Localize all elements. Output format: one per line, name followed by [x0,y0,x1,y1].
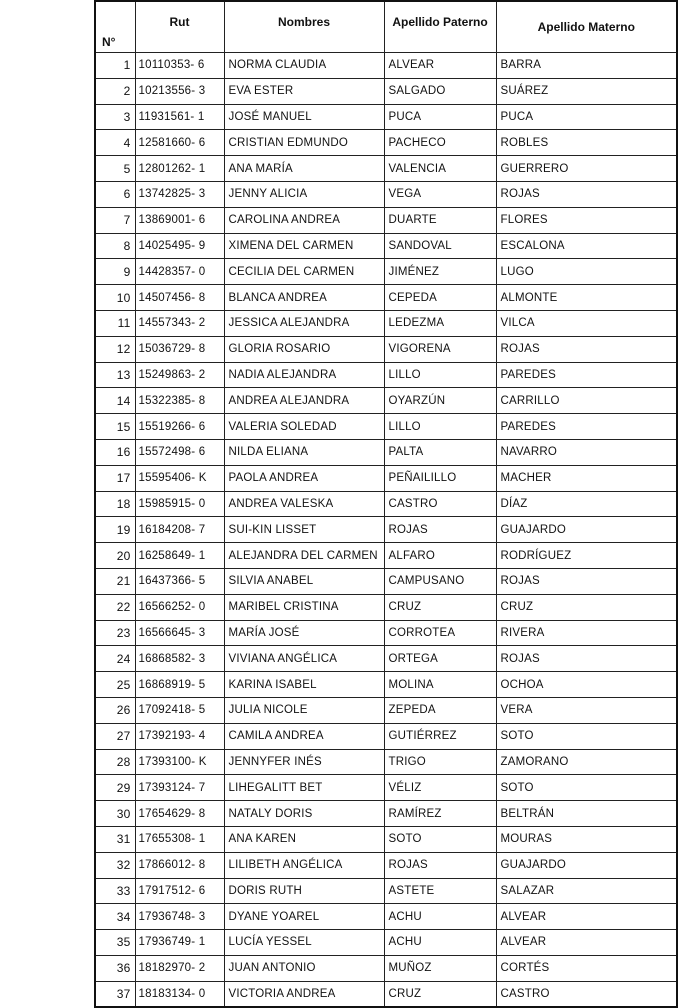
row-apellido-paterno: ROJAS [384,517,496,543]
row-rut: 15036729- 8 [135,336,224,362]
table-row [95,981,677,1007]
row-nombres: NORMA CLAUDIA [224,53,384,79]
row-apellido-materno: GUAJARDO [496,852,677,878]
row-nombres: JOSÉ MANUEL [224,104,384,130]
table-row [95,594,677,620]
row-nombres: CECILIA DEL CARMEN [224,259,384,285]
row-rut: 15572498- 6 [135,439,224,465]
row-rut: 13742825- 3 [135,181,224,207]
row-nombres: CRISTIAN EDMUNDO [224,130,384,156]
row-nombres: MARÍA JOSÉ [224,620,384,646]
registry-table [94,0,678,1008]
table-row [95,207,677,233]
row-rut: 15519266- 6 [135,414,224,440]
table-row [95,439,677,465]
row-number: 15 [95,414,135,440]
row-apellido-materno: RODRÍGUEZ [496,543,677,569]
table-row [95,53,677,79]
header-number: N° [95,1,135,53]
row-rut: 17866012- 8 [135,852,224,878]
row-apellido-materno: SUÁREZ [496,78,677,104]
row-number: 10 [95,285,135,311]
row-apellido-materno: SALAZAR [496,878,677,904]
row-number: 23 [95,620,135,646]
table-row [95,568,677,594]
row-apellido-paterno: CORROTEA [384,620,496,646]
row-apellido-materno: ROJAS [496,336,677,362]
row-nombres: DYANE YOAREL [224,904,384,930]
row-apellido-materno: PAREDES [496,414,677,440]
row-number: 31 [95,826,135,852]
row-rut: 15322385- 8 [135,388,224,414]
row-nombres: ANA KAREN [224,826,384,852]
row-rut: 16868919- 5 [135,672,224,698]
row-apellido-paterno: MUÑOZ [384,955,496,981]
row-nombres: KARINA ISABEL [224,672,384,698]
row-rut: 16868582- 3 [135,646,224,672]
row-apellido-paterno: ACHU [384,930,496,956]
row-apellido-materno: BELTRÁN [496,801,677,827]
row-apellido-materno: ROJAS [496,181,677,207]
row-apellido-paterno: JIMÉNEZ [384,259,496,285]
row-rut: 17936748- 3 [135,904,224,930]
row-nombres: VIVIANA ANGÉLICA [224,646,384,672]
table-row [95,491,677,517]
row-apellido-materno: OCHOA [496,672,677,698]
row-number: 26 [95,697,135,723]
table-row [95,672,677,698]
row-apellido-paterno: ASTETE [384,878,496,904]
row-number: 8 [95,233,135,259]
row-rut: 16184208- 7 [135,517,224,543]
row-number: 24 [95,646,135,672]
row-nombres: MARIBEL CRISTINA [224,594,384,620]
row-rut: 15595406- K [135,465,224,491]
row-nombres: XIMENA DEL CARMEN [224,233,384,259]
row-apellido-paterno: VEGA [384,181,496,207]
row-apellido-paterno: CAMPUSANO [384,568,496,594]
row-number: 33 [95,878,135,904]
row-apellido-paterno: VÉLIZ [384,775,496,801]
row-apellido-materno: ALMONTE [496,285,677,311]
row-number: 35 [95,930,135,956]
row-rut: 17917512- 6 [135,878,224,904]
row-nombres: JENNYFER INÉS [224,749,384,775]
row-apellido-paterno: TRIGO [384,749,496,775]
row-apellido-paterno: SALGADO [384,78,496,104]
row-apellido-paterno: ROJAS [384,852,496,878]
row-apellido-materno: MACHER [496,465,677,491]
row-number: 5 [95,156,135,182]
header-nombres: Nombres [224,1,384,53]
table-row [95,259,677,285]
row-apellido-paterno: ALVEAR [384,53,496,79]
row-apellido-paterno: OYARZÚN [384,388,496,414]
row-rut: 17393124- 7 [135,775,224,801]
table-row [95,749,677,775]
row-nombres: PAOLA ANDREA [224,465,384,491]
row-nombres: CAMILA ANDREA [224,723,384,749]
row-number: 6 [95,181,135,207]
table-row [95,104,677,130]
row-rut: 14557343- 2 [135,310,224,336]
row-nombres: SILVIA ANABEL [224,568,384,594]
row-apellido-materno: GUAJARDO [496,517,677,543]
table-row [95,904,677,930]
table-row [95,362,677,388]
row-number: 30 [95,801,135,827]
row-apellido-materno: LUGO [496,259,677,285]
row-apellido-paterno: CEPEDA [384,285,496,311]
row-nombres: JENNY ALICIA [224,181,384,207]
table-row [95,310,677,336]
row-rut: 16566645- 3 [135,620,224,646]
row-apellido-materno: ROJAS [496,568,677,594]
table-row [95,646,677,672]
row-apellido-materno: SOTO [496,775,677,801]
row-rut: 15249863- 2 [135,362,224,388]
row-rut: 17655308- 1 [135,826,224,852]
row-apellido-materno: GUERRERO [496,156,677,182]
header-apellido-paterno: Apellido Paterno [384,1,496,53]
row-apellido-paterno: CRUZ [384,594,496,620]
row-apellido-paterno: LILLO [384,414,496,440]
row-nombres: BLANCA ANDREA [224,285,384,311]
row-apellido-materno: VERA [496,697,677,723]
row-nombres: CAROLINA ANDREA [224,207,384,233]
row-number: 12 [95,336,135,362]
row-apellido-materno: SOTO [496,723,677,749]
row-rut: 17654629- 8 [135,801,224,827]
table-row [95,233,677,259]
table-row [95,930,677,956]
row-rut: 18182970- 2 [135,955,224,981]
row-apellido-materno: PAREDES [496,362,677,388]
row-apellido-paterno: GUTIÉRREZ [384,723,496,749]
row-apellido-paterno: ORTEGA [384,646,496,672]
row-apellido-paterno: CASTRO [384,491,496,517]
table-row [95,723,677,749]
row-number: 1 [95,53,135,79]
table-header-row [95,1,677,53]
row-nombres: ANDREA ALEJANDRA [224,388,384,414]
row-rut: 17936749- 1 [135,930,224,956]
row-number: 27 [95,723,135,749]
row-number: 13 [95,362,135,388]
row-apellido-paterno: PALTA [384,439,496,465]
row-rut: 18183134- 0 [135,981,224,1007]
row-nombres: LUCÍA YESSEL [224,930,384,956]
row-apellido-paterno: VALENCIA [384,156,496,182]
row-apellido-materno: CARRILLO [496,388,677,414]
table-row [95,285,677,311]
row-rut: 11931561- 1 [135,104,224,130]
row-apellido-materno: RIVERA [496,620,677,646]
row-apellido-materno: CORTÉS [496,955,677,981]
row-apellido-paterno: LEDEZMA [384,310,496,336]
table-row [95,826,677,852]
row-nombres: ANA MARÍA [224,156,384,182]
row-apellido-paterno: ACHU [384,904,496,930]
table-row [95,336,677,362]
row-rut: 14507456- 8 [135,285,224,311]
row-apellido-paterno: DUARTE [384,207,496,233]
table-row [95,620,677,646]
row-apellido-paterno: SANDOVAL [384,233,496,259]
row-rut: 13869001- 6 [135,207,224,233]
row-apellido-materno: ROBLES [496,130,677,156]
row-number: 2 [95,78,135,104]
row-apellido-paterno: ZEPEDA [384,697,496,723]
row-number: 21 [95,568,135,594]
table-row [95,78,677,104]
row-number: 17 [95,465,135,491]
row-apellido-paterno: LILLO [384,362,496,388]
row-rut: 12581660- 6 [135,130,224,156]
row-number: 32 [95,852,135,878]
row-nombres: NILDA ELIANA [224,439,384,465]
row-number: 7 [95,207,135,233]
table-row [95,801,677,827]
row-number: 14 [95,388,135,414]
table-row [95,181,677,207]
row-rut: 10110353- 6 [135,53,224,79]
row-nombres: JULIA NICOLE [224,697,384,723]
table-row [95,465,677,491]
table-body [95,53,677,1008]
row-nombres: LILIBETH ANGÉLICA [224,852,384,878]
row-apellido-materno: PUCA [496,104,677,130]
row-number: 36 [95,955,135,981]
table-row [95,414,677,440]
row-nombres: ALEJANDRA DEL CARMEN [224,543,384,569]
row-rut: 14025495- 9 [135,233,224,259]
row-apellido-materno: DÍAZ [496,491,677,517]
row-rut: 15985915- 0 [135,491,224,517]
row-nombres: ANDREA VALESKA [224,491,384,517]
table-row [95,775,677,801]
table-row [95,388,677,414]
row-nombres: EVA ESTER [224,78,384,104]
row-apellido-paterno: PEÑAILILLO [384,465,496,491]
row-apellido-materno: VILCA [496,310,677,336]
row-apellido-materno: ALVEAR [496,930,677,956]
table-row [95,517,677,543]
row-number: 37 [95,981,135,1007]
row-nombres: NATALY DORIS [224,801,384,827]
row-number: 28 [95,749,135,775]
row-number: 22 [95,594,135,620]
header-apellido-materno: Apellido Materno [496,1,677,53]
row-apellido-paterno: CRUZ [384,981,496,1007]
row-apellido-materno: ESCALONA [496,233,677,259]
row-number: 20 [95,543,135,569]
table-row [95,130,677,156]
row-apellido-paterno: PACHECO [384,130,496,156]
row-apellido-materno: ALVEAR [496,904,677,930]
row-rut: 10213556- 3 [135,78,224,104]
row-rut: 17393100- K [135,749,224,775]
row-nombres: DORIS RUTH [224,878,384,904]
row-rut: 14428357- 0 [135,259,224,285]
row-number: 16 [95,439,135,465]
row-apellido-materno: MOURAS [496,826,677,852]
row-apellido-materno: CASTRO [496,981,677,1007]
row-apellido-materno: CRUZ [496,594,677,620]
row-number: 3 [95,104,135,130]
row-number: 11 [95,310,135,336]
row-nombres: VALERIA SOLEDAD [224,414,384,440]
row-rut: 17092418- 5 [135,697,224,723]
table-row [95,852,677,878]
row-apellido-materno: NAVARRO [496,439,677,465]
row-apellido-paterno: SOTO [384,826,496,852]
row-number: 18 [95,491,135,517]
row-apellido-paterno: VIGORENA [384,336,496,362]
row-apellido-paterno: RAMÍREZ [384,801,496,827]
row-number: 19 [95,517,135,543]
row-nombres: JESSICA ALEJANDRA [224,310,384,336]
row-nombres: NADIA ALEJANDRA [224,362,384,388]
row-rut: 16566252- 0 [135,594,224,620]
row-nombres: LIHEGALITT BET [224,775,384,801]
row-number: 29 [95,775,135,801]
row-apellido-paterno: ALFARO [384,543,496,569]
table-row [95,878,677,904]
table-row [95,156,677,182]
row-nombres: GLORIA ROSARIO [224,336,384,362]
row-apellido-paterno: PUCA [384,104,496,130]
row-rut: 16258649- 1 [135,543,224,569]
table-row [95,543,677,569]
row-nombres: VICTORIA ANDREA [224,981,384,1007]
table-row [95,697,677,723]
table-row [95,955,677,981]
row-number: 4 [95,130,135,156]
row-apellido-materno: FLORES [496,207,677,233]
row-apellido-materno: ROJAS [496,646,677,672]
row-nombres: SUI-KIN LISSET [224,517,384,543]
header-rut: Rut [135,1,224,53]
row-apellido-materno: ZAMORANO [496,749,677,775]
row-nombres: JUAN ANTONIO [224,955,384,981]
row-number: 9 [95,259,135,285]
row-number: 34 [95,904,135,930]
row-number: 25 [95,672,135,698]
row-rut: 12801262- 1 [135,156,224,182]
row-apellido-paterno: MOLINA [384,672,496,698]
row-rut: 16437366- 5 [135,568,224,594]
row-rut: 17392193- 4 [135,723,224,749]
row-apellido-materno: BARRA [496,53,677,79]
